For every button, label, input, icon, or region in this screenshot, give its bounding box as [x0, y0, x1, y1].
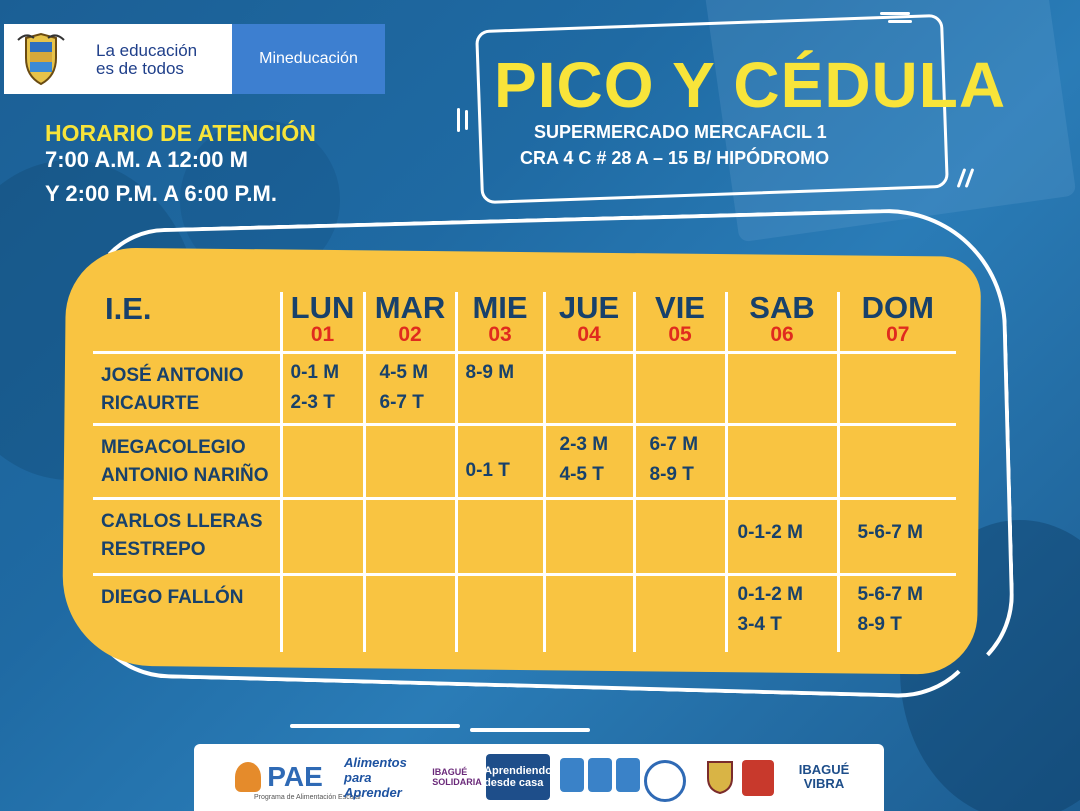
brand-line1: La educación [96, 41, 198, 60]
store-name: SUPERMERCADO MERCAFACIL 1 [534, 122, 827, 142]
seal-icon [560, 758, 584, 792]
decorative-dash [880, 12, 910, 15]
school-name-line2: RICAURTE [101, 392, 200, 414]
schedule-slot: 0-1 T [465, 459, 510, 481]
schedule-slot: 0-1-2 M [737, 583, 803, 605]
schedule-cell [456, 352, 544, 424]
schedule-slot: 5-6-7 M [857, 521, 923, 543]
aprendiendo-casa-logo: Aprendiendo desde casa [486, 754, 550, 800]
sponsor-footer [194, 744, 884, 811]
decorative-dash [888, 20, 912, 23]
schedule-cell [838, 352, 956, 424]
pae-label: PAE [267, 761, 323, 792]
school-cell [93, 424, 281, 498]
schedule-slot: 2-3 M [559, 433, 609, 455]
day-header [634, 292, 726, 352]
schedule-slot: 6-7 M [649, 433, 699, 455]
schedule-cell [456, 574, 544, 652]
day-name: DOM [861, 290, 934, 325]
schedule-cell [281, 498, 364, 574]
seal-icon [616, 758, 640, 792]
school-name-line1: MEGACOLEGIO [101, 436, 246, 458]
seal-icon [588, 758, 612, 792]
table-row [93, 574, 956, 652]
day-header [544, 292, 634, 352]
schedule-cell [726, 352, 838, 424]
schedule-cell [364, 574, 456, 652]
day-header [281, 292, 364, 352]
decorative-dash [470, 728, 590, 732]
day-number: 05 [668, 323, 692, 346]
schedule-cell [456, 424, 544, 498]
schedule-cell [364, 352, 456, 424]
schedule-slot: 6-7 T [379, 391, 424, 413]
decorative-dash [465, 110, 468, 130]
day-number: 02 [398, 323, 422, 346]
school-name-line1: CARLOS LLERAS [101, 510, 263, 532]
school-name-line1: JOSÉ ANTONIO [101, 364, 244, 386]
ministry-box [232, 24, 385, 94]
school-cell [93, 352, 281, 424]
schedule-slot: 4-5 T [559, 463, 604, 485]
school-name-line2: ANTONIO NARIÑO [101, 464, 269, 486]
day-name: LUN [290, 290, 355, 325]
school-cell [93, 574, 281, 652]
schedule-cell [838, 424, 956, 498]
brand-logo-box [4, 24, 232, 94]
ministry-label: Mineducación [259, 50, 358, 67]
ie-header [93, 292, 281, 352]
day-name: SAB [749, 290, 815, 325]
alimentos-logo: Alimentos para Aprender [344, 754, 407, 800]
day-name: MIE [472, 290, 528, 325]
schedule-cell [364, 498, 456, 574]
schedule-slot: 3-4 T [737, 613, 782, 635]
schedule-slot: 0-1-2 M [737, 521, 803, 543]
schedule-cell [544, 424, 634, 498]
hours-line2: Y 2:00 P.M. A 6:00 P.M. [45, 181, 277, 206]
schedule-cell [456, 498, 544, 574]
table-row [93, 498, 956, 574]
schedule-slot: 8-9 T [857, 613, 902, 635]
day-number: 01 [310, 323, 335, 346]
day-name: VIE [655, 290, 705, 325]
schedule-cell [281, 424, 364, 498]
schedule-cell [838, 498, 956, 574]
table-row [93, 424, 956, 498]
store-address: CRA 4 C # 28 A – 15 B/ HIPÓDROMO [520, 148, 830, 168]
ibague-vibra-logo [780, 754, 868, 800]
schedule-cell [726, 574, 838, 652]
schedule-cell [634, 424, 726, 498]
ibague-shield-icon [704, 754, 736, 800]
day-header [456, 292, 544, 352]
schedule-cell [281, 352, 364, 424]
decorative-dash [290, 724, 460, 728]
table-header-row [93, 292, 956, 352]
schedule-cell [838, 574, 956, 652]
ibague-solidaria-logo: IBAGUÉ SOLIDARIA [432, 767, 482, 787]
schedule-slot: 0-1 M [290, 361, 340, 383]
ibague-vibra-line2: VIBRA [803, 776, 845, 791]
day-header [838, 292, 956, 352]
schedule-cell [634, 498, 726, 574]
schedule-slot: 2-3 T [290, 391, 335, 413]
hours-title: HORARIO DE ATENCIÓN [45, 120, 316, 146]
schedule-cell [544, 352, 634, 424]
ibague-vibra-line1: IBAGUÉ [798, 762, 850, 777]
day-name: JUE [558, 290, 620, 325]
certification-circle-icon [644, 760, 686, 802]
schedule-slot: 5-6-7 M [857, 583, 923, 605]
ibague-vibra-mark-icon [742, 760, 774, 796]
schedule-cell [281, 574, 364, 652]
schedule-cell [364, 424, 456, 498]
day-name: MAR [374, 290, 446, 325]
schedule-cell [634, 574, 726, 652]
hours-line1: 7:00 A.M. A 12:00 M [45, 147, 248, 172]
ie-header-label: I.E. [105, 291, 152, 326]
pae-mascot-icon [235, 762, 261, 792]
schedule-cell [544, 498, 634, 574]
school-cell [93, 498, 281, 574]
colombia-coat-of-arms-icon [16, 32, 66, 86]
brand-line2: es de todos [96, 59, 184, 78]
day-number: 06 [770, 323, 794, 346]
school-name-line1: DIEGO FALLÓN [101, 586, 244, 608]
day-header [364, 292, 456, 352]
day-number: 03 [488, 323, 512, 346]
schedule-table [93, 292, 956, 652]
day-number: 04 [577, 323, 601, 346]
schedule-slot: 8-9 T [649, 463, 694, 485]
schedule-cell [726, 424, 838, 498]
schedule-cell [726, 498, 838, 574]
school-name-line2: RESTREPO [101, 538, 206, 560]
schedule-slot: 8-9 M [465, 361, 515, 383]
page-title: PICO Y CÉDULA [494, 49, 1007, 121]
schedule-cell [634, 352, 726, 424]
schedule-cell [544, 574, 634, 652]
table-row [93, 352, 956, 424]
pae-subtitle: Programa de Alimentación Escolar [254, 794, 362, 801]
decorative-dash [457, 108, 460, 132]
schedule-slot: 4-5 M [379, 361, 429, 383]
day-header [726, 292, 838, 352]
day-number: 07 [886, 323, 910, 346]
